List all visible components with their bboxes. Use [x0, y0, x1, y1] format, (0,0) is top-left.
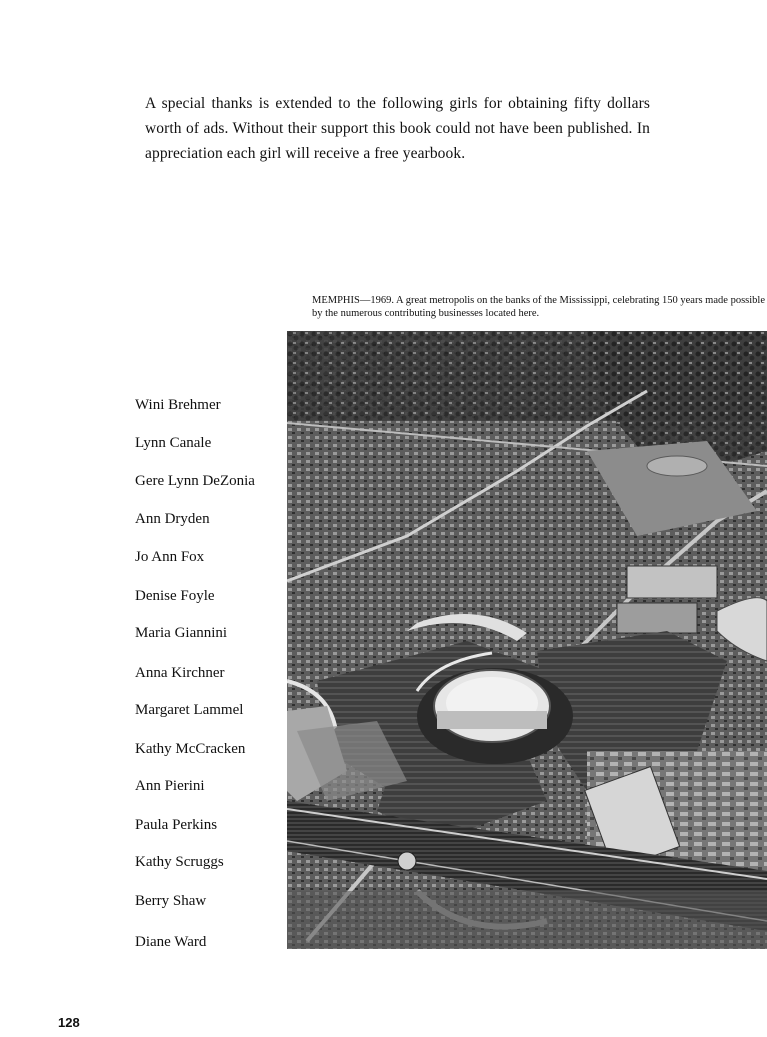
page-number: 128 [58, 1015, 80, 1030]
list-item: Diane Ward [135, 934, 207, 950]
list-item: Margaret Lammel [135, 702, 244, 718]
aerial-photo [287, 331, 767, 949]
list-item: Gere Lynn DeZonia [135, 473, 255, 489]
list-item: Ann Dryden [135, 511, 210, 527]
list-item: Lynn Canale [135, 435, 212, 451]
list-item: Jo Ann Fox [135, 549, 205, 565]
list-item: Maria Giannini [135, 625, 228, 641]
list-item: Anna Kirchner [135, 665, 225, 681]
list-item: Ann Pierini [135, 778, 205, 794]
list-item: Paula Perkins [135, 817, 218, 833]
photo-caption: MEMPHIS—1969. A great metropolis on the banks of the Mississippi, celebrating 150 years made possible by the numerous contributing businesses located here. [312, 295, 765, 319]
list-item: Wini Brehmer [135, 397, 221, 413]
intro-paragraph: A special thanks is extended to the following girls for obtaining fifty dollars worth of ads. Without their support this book could not have been published. In appreciation each girl will receive a free yearbook. [145, 94, 650, 162]
list-item: Berry Shaw [135, 893, 207, 909]
list-item: Denise Foyle [135, 588, 215, 604]
list-item: Kathy Scruggs [135, 854, 224, 870]
list-item: Kathy McCracken [135, 741, 246, 757]
